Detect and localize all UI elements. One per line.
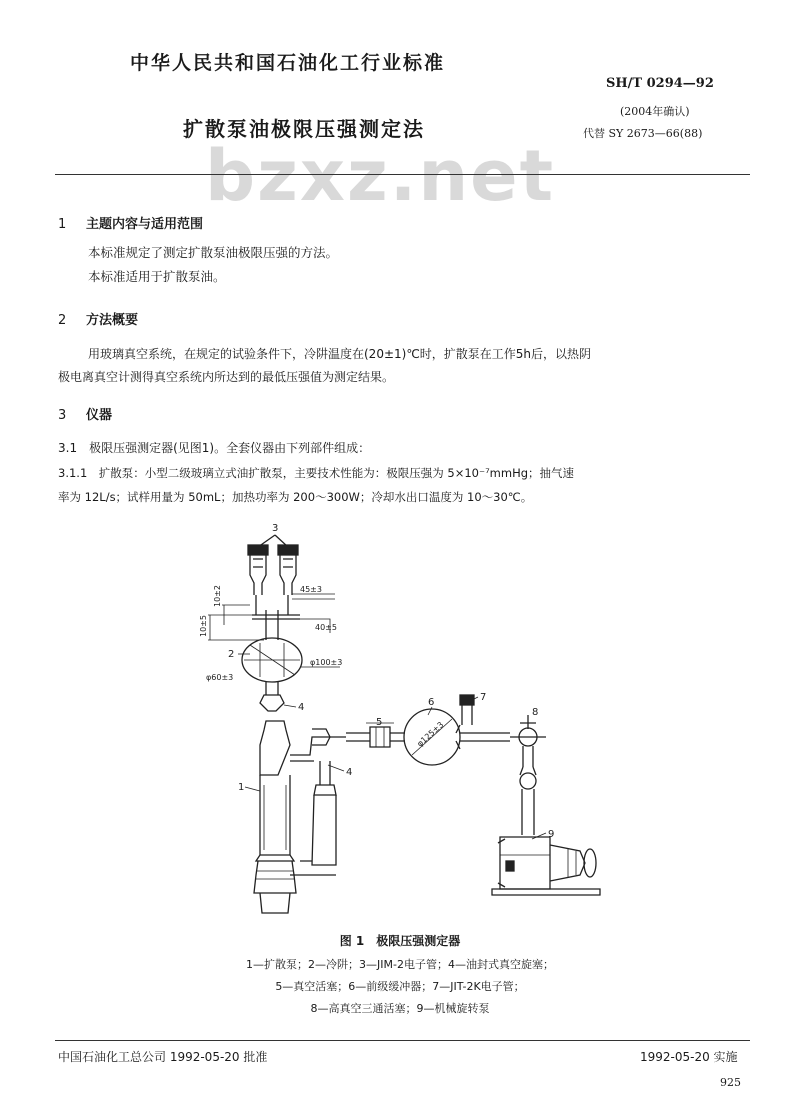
implementation-date: 1992-05-20 实施 xyxy=(640,1050,738,1064)
dimension-label: 40±5 xyxy=(315,623,337,632)
oil-seal-stopcock-upper xyxy=(260,695,304,713)
section-2-heading xyxy=(58,309,138,328)
apparatus-figure xyxy=(180,515,620,925)
electron-tube-right xyxy=(278,545,298,595)
industry-heading: 中华人民共和国石油化工行业标准 xyxy=(130,52,446,74)
electron-tube-7 xyxy=(460,692,486,725)
vacuum-stopcock xyxy=(366,717,394,747)
cold-trap xyxy=(242,638,302,682)
document-title: 扩散泵油极限压强测定法 xyxy=(183,117,425,141)
footer-rule xyxy=(55,1040,750,1041)
figure-caption: 图 1 极限压强测定器 xyxy=(339,934,461,948)
dimension-label: φ125±3 xyxy=(415,720,446,749)
section-title: 仪器 xyxy=(86,408,113,423)
part-label-1: 1 xyxy=(238,782,245,793)
section-3-heading xyxy=(58,404,112,423)
section-number: 2 xyxy=(58,313,67,328)
confirmation-note: (2004年确认) xyxy=(620,105,690,118)
dimension-label: 10±2 xyxy=(213,585,222,607)
part-label-2: 2 xyxy=(228,649,235,660)
fore-buffer xyxy=(404,697,460,765)
diffusion-pump xyxy=(254,721,296,913)
watermark: bzxz.net xyxy=(205,135,556,217)
approval-note: 中国石油化工总公司 1992-05-20 批准 xyxy=(58,1050,268,1064)
part-label-7: 7 xyxy=(480,692,487,703)
section-1-paragraph-2: 本标准适用于扩散泵油。 xyxy=(88,269,226,284)
section-title: 方法概要 xyxy=(86,313,139,328)
electron-tube-left xyxy=(248,545,268,595)
clause-3-1: 3.1 极限压强测定器(见图1)。全套仪器由下列部件组成： xyxy=(58,441,371,455)
clause-3-1-1-line-2: 率为 12L/s；试样用量为 50mL；加热功率为 200～300W；冷却水出口温度为 10～30℃。 xyxy=(58,490,533,504)
part-label-9: 9 xyxy=(548,829,555,840)
section-2-line-1: 用玻璃真空系统，在规定的试验条件下，冷阱温度在(20±1)℃时，扩散泵在工作5h后，以热阴 xyxy=(88,347,592,361)
three-way-stopcock xyxy=(510,707,546,767)
dimension-label: φ100±3 xyxy=(310,658,343,667)
section-1-heading xyxy=(58,213,203,232)
mechanical-pump xyxy=(492,837,600,895)
page-number: 925 xyxy=(720,1076,741,1089)
dimension-label: φ60±3 xyxy=(206,673,234,682)
section-number: 3 xyxy=(58,408,67,423)
figure-legend-line-2: 5—真空活塞；6—前级缓冲器；7—JIT-2K电子管； xyxy=(275,980,525,993)
dimension-label: 45±3 xyxy=(300,585,322,594)
part-label-8: 8 xyxy=(532,707,539,718)
header-rule xyxy=(55,174,750,175)
part-label-5: 5 xyxy=(376,717,383,728)
figure-legend-line-1: 1—扩散泵；2—冷阱；3—JIM-2电子管；4—油封式真空旋塞； xyxy=(246,958,554,971)
oil-seal-stopcock-lower xyxy=(312,729,352,778)
standard-code: SH/T 0294—92 xyxy=(606,76,714,91)
replaces-note: 代替 SY 2673—66(88) xyxy=(583,127,703,140)
section-1-paragraph-1: 本标准规定了测定扩散泵油极限压强的方法。 xyxy=(88,245,339,260)
clause-3-1-1-line-1: 3.1.1 扩散泵：小型二级玻璃立式油扩散泵，主要技术性能为：极限压强为 5×10⁻⁷mmHg；抽气速 xyxy=(58,466,575,480)
dimension-label: 10±5 xyxy=(199,615,208,637)
part-label-6: 6 xyxy=(428,697,435,708)
section-number: 1 xyxy=(58,217,67,232)
figure-legend-line-3: 8—高真空三通活塞；9—机械旋转泵 xyxy=(310,1002,490,1015)
part-label-4: 4 xyxy=(298,702,305,713)
part-label-3: 3 xyxy=(272,523,279,534)
part-label-4: 4 xyxy=(346,767,353,778)
section-2-line-2: 极电离真空计测得真空系统内所达到的最低压强值为测定结果。 xyxy=(58,370,395,384)
section-title: 主题内容与适用范围 xyxy=(86,217,204,232)
